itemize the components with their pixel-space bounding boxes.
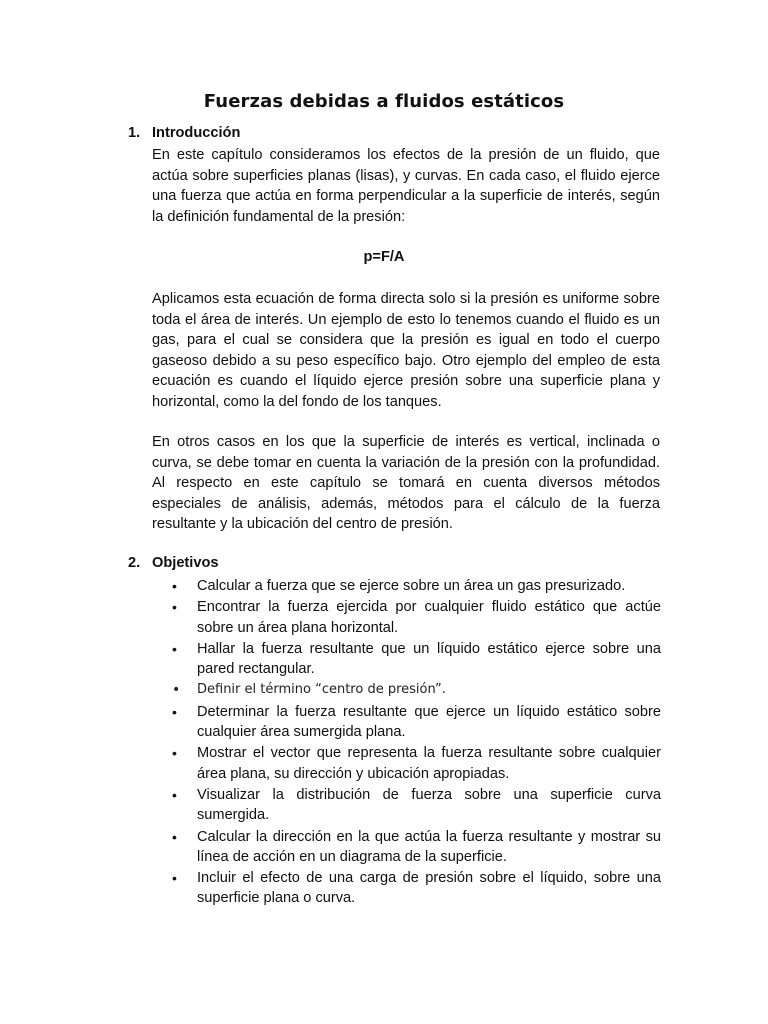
bullet-icon: •	[172, 745, 177, 762]
list-item	[172, 597, 661, 638]
bullet-icon: •	[172, 828, 177, 845]
list-item-text: Calcular la dirección en la que actúa la fuerza resultante y mostrar su línea de acción en un diagrama de la superficie.	[197, 828, 661, 865]
list-item	[172, 785, 661, 826]
objectives-list	[172, 576, 661, 910]
intro-paragraph-3: En otros casos en los que la superficie de interés es vertical, inclinada o curva, se debe tomar en cuenta la variación de la presión con la profundidad. Al respecto en este capítulo se tomará en cuenta diversos métodos especiales de análisis, además, métodos para el cálculo de la fuerza resultante y la ubicación del centro de presión.	[152, 434, 660, 533]
list-item	[172, 576, 661, 596]
intro-paragraph-2: Aplicamos esta ecuación de forma directa solo si la presión es uniforme sobre toda el área de interés. Un ejemplo de esto lo tenemos cuando el fluido es un gas, para el cual se considera que la presión es igual en todo el cuerpo gaseoso debido a su peso específico bajo. Otro ejemplo del empleo de esta ecuación es cuando el líquido ejerce presión sobre una superficie plana y horizontal, como la del fondo de los tanques.	[152, 291, 660, 410]
section-title: Objetivos	[152, 555, 219, 571]
bullet-icon: •	[172, 578, 177, 594]
intro-paragraph-1: En este capítulo consideramos los efectos de la presión de un fluido, que actúa sobre superficies planas (lisas), y curvas. En cada caso, el fluido ejerce una fuerza que actúa en forma perpendicular a la superficie de interés, según la definición fundamental de la presión:	[152, 147, 660, 225]
bullet-icon: •	[172, 703, 177, 720]
list-item-text: Incluir el efecto de una carga de presión sobre el líquido, sobre una superficie plana o curva.	[197, 870, 661, 907]
list-item-text: Calcular a fuerza que se ejerce sobre un área un gas presurizado.	[197, 578, 626, 594]
bullet-icon: •	[172, 599, 177, 616]
list-item-text: Encontrar la fuerza ejercida por cualquier fluido estático que actúe sobre un área plana horizontal.	[197, 599, 661, 636]
list-item	[172, 827, 661, 868]
section-heading-introduccion	[128, 125, 240, 141]
bullet-icon: •	[172, 786, 177, 803]
list-item-text: Determinar la fuerza resultante que ejerce un líquido estático sobre cualquier área sumergida plana.	[197, 703, 661, 741]
list-item-text: Mostrar el vector que representa la fuerza resultante sobre cualquier área plana, su dirección y ubicación apropiadas.	[197, 745, 661, 782]
pressure-formula: p=F/A	[363, 249, 405, 265]
list-item	[172, 680, 661, 700]
list-item-text: Hallar la fuerza resultante que un líquido estático ejerce sobre una pared rectangular.	[197, 640, 661, 678]
bullet-icon: •	[172, 640, 177, 657]
section-heading-objetivos	[128, 555, 219, 571]
bullet-icon: •	[172, 870, 177, 887]
section-title: Introducción	[152, 125, 241, 141]
list-item	[172, 868, 661, 909]
bullet-icon: •	[172, 682, 181, 699]
list-item	[172, 743, 661, 784]
list-item	[172, 639, 661, 680]
page-title: Fuerzas debidas a fluidos estáticos	[203, 91, 565, 112]
list-item	[172, 702, 661, 743]
list-item-text: Definir el término “centro de presión”.	[197, 682, 446, 698]
section-number: 1.	[128, 125, 141, 141]
section-number: 2.	[128, 555, 141, 571]
list-item-text: Visualizar la distribución de fuerza sobre una superficie curva sumergida.	[197, 786, 661, 824]
